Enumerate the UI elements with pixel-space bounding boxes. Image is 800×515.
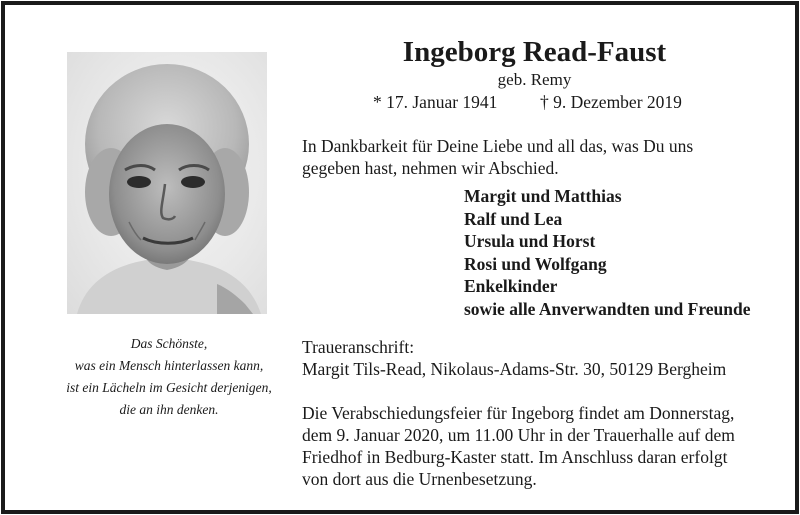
quote-line: Das Schönste, — [130, 336, 208, 351]
address-label: Traueranschrift: — [302, 337, 415, 357]
deceased-name: Ingeborg Read-Faust — [402, 36, 667, 68]
family-member: Enkelkinder — [464, 276, 558, 296]
ceremony-details — [302, 402, 772, 490]
portrait-image — [67, 52, 267, 314]
birth-name: geb. Remy — [497, 70, 572, 89]
memorial-quote — [49, 333, 289, 421]
portrait-photo — [67, 52, 267, 314]
death-date: † 9. Dezember 2019 — [540, 92, 682, 112]
mourning-address — [302, 336, 772, 380]
farewell-line: gegeben hast, nehmen wir Abschied. — [302, 158, 559, 178]
family-list — [464, 185, 784, 320]
ceremony-line: dem 9. Januar 2020, um 11.00 Uhr in der Trauerhalle auf dem — [302, 425, 735, 445]
family-member: Margit und Matthias — [464, 186, 622, 206]
farewell-text — [302, 135, 772, 179]
obituary-notice — [1, 1, 799, 514]
quote-line: die an ihn denken. — [119, 402, 219, 417]
farewell-line: In Dankbarkeit für Deine Liebe und all das, was Du uns — [302, 136, 694, 156]
ceremony-line: von dort aus die Urnenbesetzung. — [302, 469, 537, 489]
address-value: Margit Tils-Read, Nikolaus-Adams-Str. 30, 50129 Bergheim — [302, 359, 727, 379]
family-member: sowie alle Anverwandten und Freunde — [464, 298, 751, 319]
family-member: Ralf und Lea — [464, 208, 563, 229]
life-dates — [373, 91, 703, 113]
family-member: Rosi und Wolfgang — [464, 253, 607, 274]
quote-line: was ein Mensch hinterlassen kann, — [74, 358, 264, 373]
ceremony-line: Friedhof in Bedburg-Kaster statt. Im Anschluss daran erfolgt — [302, 447, 728, 467]
ceremony-line: Die Verabschiedungsfeier für Ingeborg findet am Donnerstag, — [302, 403, 735, 423]
birth-date: * 17. Januar 1941 — [373, 92, 498, 112]
family-member: Ursula und Horst — [464, 231, 596, 251]
quote-line: ist ein Lächeln im Gesicht derjenigen, — [66, 380, 272, 395]
